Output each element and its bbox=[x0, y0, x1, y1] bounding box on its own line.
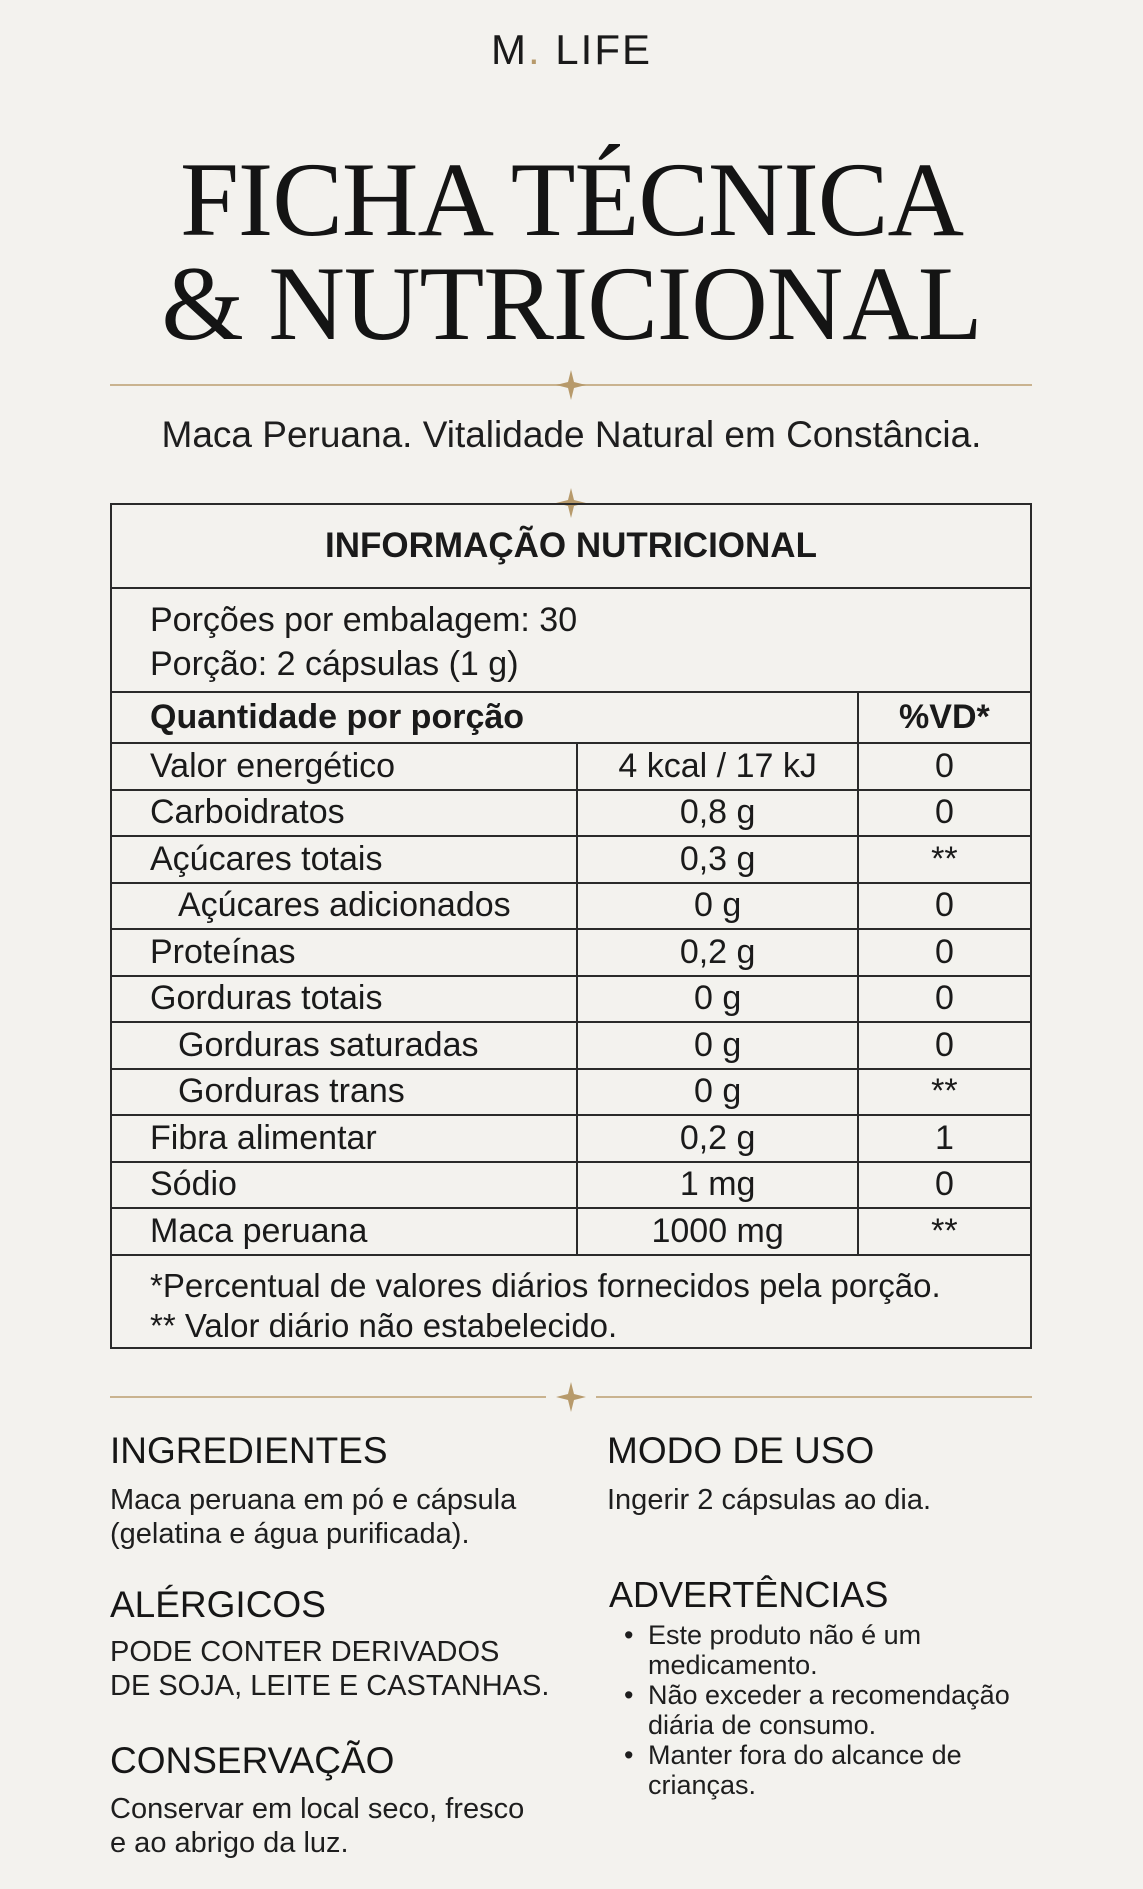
nutrition-header-row bbox=[112, 693, 1030, 743]
table-row bbox=[112, 836, 1030, 883]
warnings-list bbox=[610, 1620, 1030, 1800]
table-row bbox=[112, 1115, 1030, 1162]
nutrient-name: Açúcares adicionados bbox=[112, 883, 577, 930]
nutrient-dv: 0 bbox=[858, 1022, 1030, 1069]
table-row bbox=[112, 883, 1030, 930]
storage-title: CONSERVAÇÃO bbox=[110, 1740, 395, 1781]
ingredients-line1: Maca peruana em pó e cápsula bbox=[110, 1484, 517, 1516]
table-row bbox=[112, 1069, 1030, 1116]
nutrition-heading: INFORMAÇÃO NUTRICIONAL bbox=[112, 505, 1030, 589]
nutrient-dv: 0 bbox=[858, 1162, 1030, 1209]
warning-line1: • Manter fora do alcance de bbox=[648, 1740, 962, 1770]
list-item bbox=[610, 1680, 1030, 1740]
serving-info bbox=[112, 589, 1030, 693]
nutrient-name: Sódio bbox=[112, 1162, 577, 1209]
table-row bbox=[112, 1162, 1030, 1209]
nutrient-amount: 0,2 g bbox=[577, 1115, 857, 1162]
nutrient-amount: 0 g bbox=[577, 1069, 857, 1116]
nutrition-footnotes bbox=[112, 1256, 1030, 1346]
nutrient-amount: 0,8 g bbox=[577, 790, 857, 837]
usage-title: MODO DE USO bbox=[607, 1430, 875, 1471]
nutrient-amount: 1000 mg bbox=[577, 1208, 857, 1255]
storage-line1: Conservar em local seco, fresco bbox=[110, 1793, 525, 1825]
page-title bbox=[0, 141, 1143, 362]
serving-size: Porção: 2 cápsulas (1 g) bbox=[150, 645, 519, 683]
four-point-star-icon bbox=[546, 1382, 596, 1412]
brand-left: M bbox=[490, 26, 528, 73]
warnings-title: ADVERTÊNCIAS bbox=[609, 1574, 889, 1615]
nutrient-name: Gorduras trans bbox=[112, 1069, 577, 1116]
nutrient-dv: 1 bbox=[858, 1115, 1030, 1162]
warning-line2: diária de consumo. bbox=[648, 1710, 877, 1740]
nutrient-dv: ** bbox=[858, 836, 1030, 883]
footnote-dv: *Percentual de valores diários fornecidos pela porção. bbox=[150, 1266, 941, 1304]
table-row bbox=[112, 929, 1030, 976]
list-item bbox=[610, 1740, 1030, 1800]
allergens-line2: DE SOJA, LEITE E CASTANHAS. bbox=[110, 1670, 550, 1702]
ingredients-line2: (gelatina e água purificada). bbox=[110, 1518, 470, 1550]
warning-line2: medicamento. bbox=[648, 1650, 818, 1680]
usage-text: Ingerir 2 cápsulas ao dia. bbox=[607, 1484, 932, 1516]
list-item bbox=[610, 1620, 1030, 1680]
table-row bbox=[112, 790, 1030, 837]
nutrient-name: Carboidratos bbox=[112, 790, 577, 837]
nutrient-name: Proteínas bbox=[112, 929, 577, 976]
warning-line1: • Este produto não é um bbox=[648, 1620, 922, 1650]
table-row bbox=[112, 743, 1030, 790]
nutrient-dv: 0 bbox=[858, 929, 1030, 976]
allergens-title: ALÉRGICOS bbox=[110, 1584, 326, 1625]
col-quantity: Quantidade por porção bbox=[112, 693, 858, 743]
nutrient-amount: 4 kcal / 17 kJ bbox=[577, 743, 857, 790]
nutrient-name: Fibra alimentar bbox=[112, 1115, 577, 1162]
nutrient-amount: 0,2 g bbox=[577, 929, 857, 976]
nutrition-grid bbox=[112, 693, 1030, 1256]
table-row bbox=[112, 1208, 1030, 1255]
storage-text bbox=[110, 1792, 524, 1860]
ingredients-text bbox=[110, 1483, 516, 1551]
brand-right: LIFE bbox=[541, 26, 653, 73]
nutrient-dv: ** bbox=[858, 1069, 1030, 1116]
warning-line2: crianças. bbox=[648, 1770, 757, 1800]
four-point-star-icon bbox=[556, 370, 586, 400]
brand-dot: . bbox=[527, 26, 542, 73]
nutrient-amount: 1 mg bbox=[577, 1162, 857, 1209]
allergens-text bbox=[110, 1635, 549, 1703]
nutrient-dv: 0 bbox=[858, 790, 1030, 837]
nutrient-name: Gorduras totais bbox=[112, 976, 577, 1023]
nutrient-name: Açúcares totais bbox=[112, 836, 577, 883]
nutrient-name: Maca peruana bbox=[112, 1208, 577, 1255]
nutrient-amount: 0 g bbox=[577, 976, 857, 1023]
nutrient-name: Valor energético bbox=[112, 743, 577, 790]
page-title-line1: FICHA TÉCNICA bbox=[179, 141, 964, 258]
nutrient-dv: 0 bbox=[858, 883, 1030, 930]
subtitle: Maca Peruana. Vitalidade Natural em Constância. bbox=[161, 414, 982, 455]
nutrient-amount: 0 g bbox=[577, 883, 857, 930]
col-dv: %VD* bbox=[858, 693, 1030, 743]
nutrient-dv: 0 bbox=[858, 743, 1030, 790]
brand-logo bbox=[0, 26, 1143, 74]
page-title-line2: & NUTRICIONAL bbox=[161, 245, 982, 362]
warning-line1: • Não exceder a recomendação bbox=[648, 1680, 1010, 1710]
nutrient-dv: ** bbox=[858, 1208, 1030, 1255]
allergens-line1: PODE CONTER DERIVADOS bbox=[110, 1636, 500, 1668]
table-row bbox=[112, 1022, 1030, 1069]
storage-line2: e ao abrigo da luz. bbox=[110, 1827, 349, 1859]
nutrition-table bbox=[110, 503, 1032, 1349]
footnote-not-established: ** Valor diário não estabelecido. bbox=[150, 1306, 618, 1344]
ingredients-title: INGREDIENTES bbox=[110, 1430, 388, 1471]
nutrient-name: Gorduras saturadas bbox=[112, 1022, 577, 1069]
nutrient-amount: 0,3 g bbox=[577, 836, 857, 883]
servings-per-pack: Porções por embalagem: 30 bbox=[150, 601, 578, 639]
nutrient-dv: 0 bbox=[858, 976, 1030, 1023]
nutrient-amount: 0 g bbox=[577, 1022, 857, 1069]
table-row bbox=[112, 976, 1030, 1023]
